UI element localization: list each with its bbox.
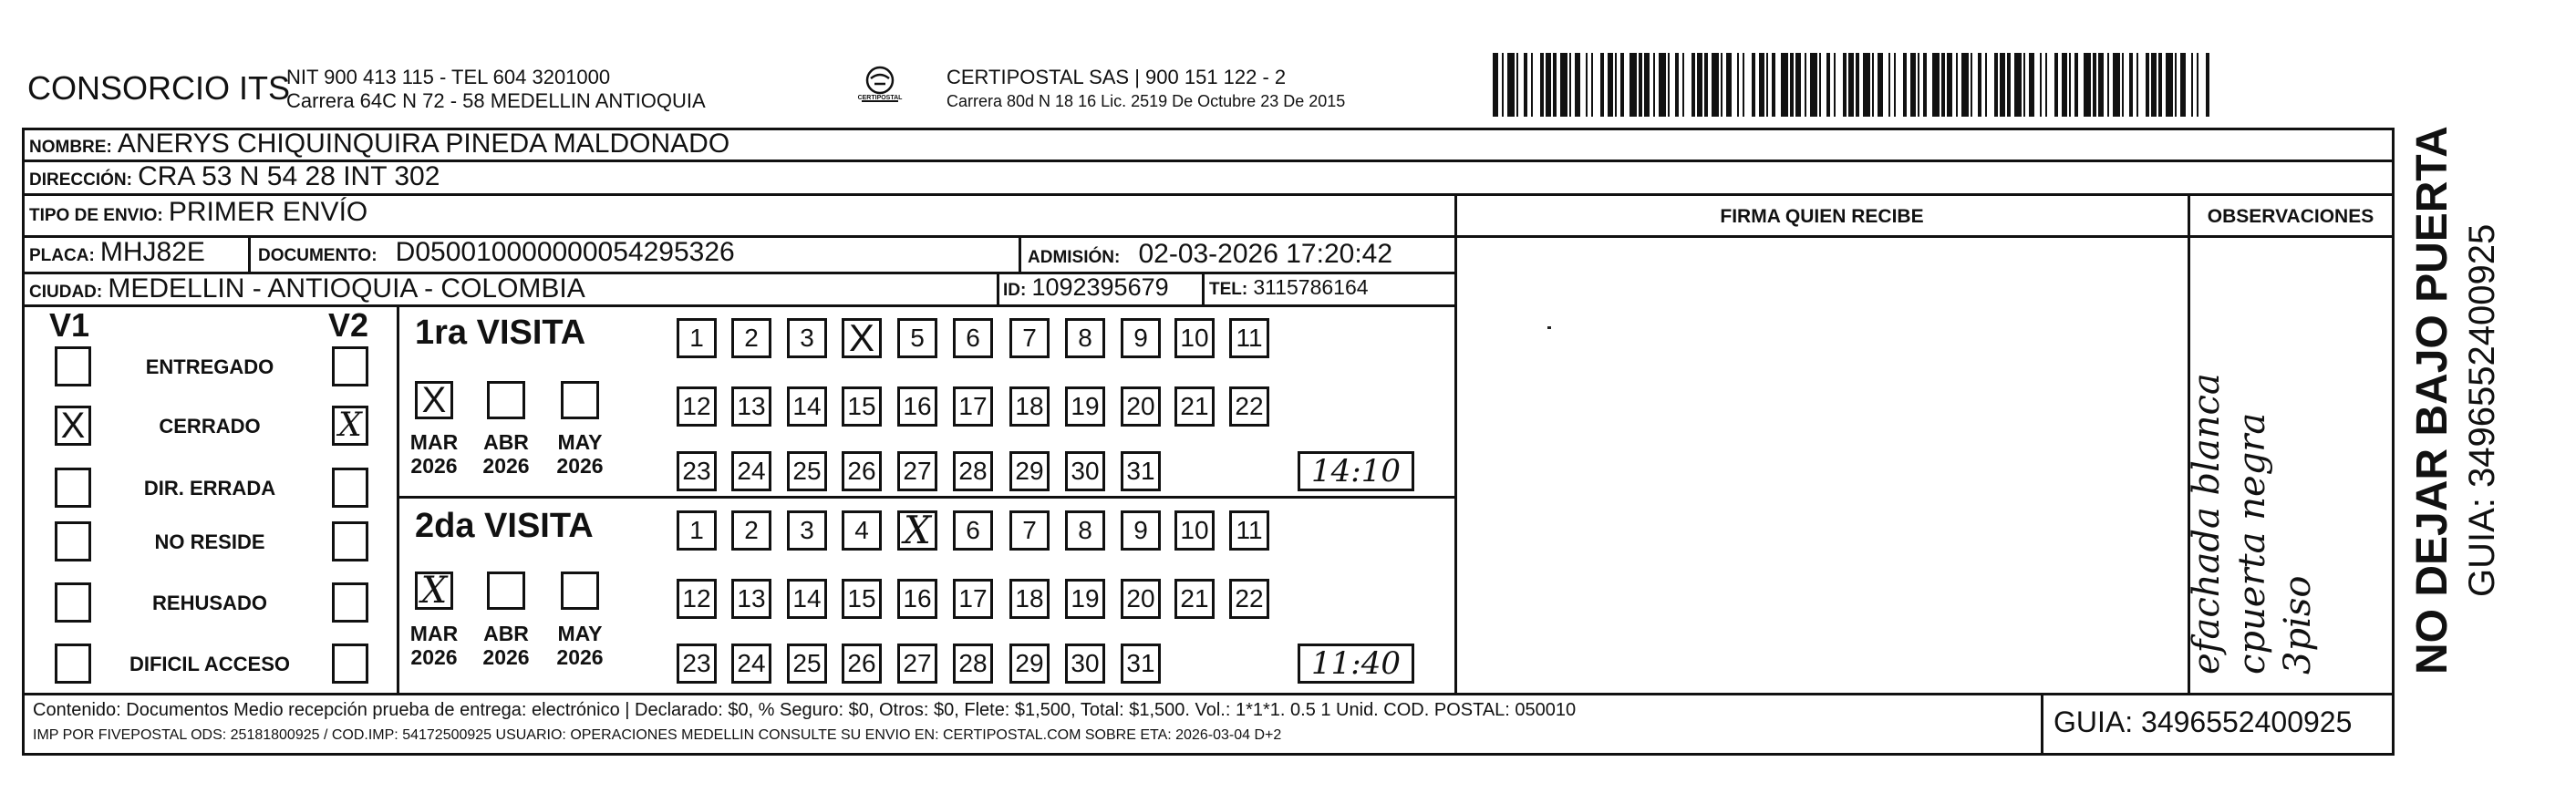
month-checkbox[interactable]: X bbox=[415, 572, 453, 610]
type-row bbox=[29, 197, 367, 228]
status-label: ENTREGADO bbox=[145, 355, 274, 378]
day-box[interactable]: 16 bbox=[897, 579, 937, 619]
document-cell bbox=[258, 237, 735, 268]
day-box[interactable]: 19 bbox=[1065, 386, 1105, 427]
day-box[interactable]: 11 bbox=[1229, 510, 1269, 551]
day-box[interactable]: 18 bbox=[1009, 386, 1050, 427]
v1-checkbox[interactable] bbox=[55, 521, 91, 561]
month-label: MAY 2026 bbox=[556, 430, 604, 479]
day-box[interactable]: 13 bbox=[731, 579, 771, 619]
v2-label: V2 bbox=[328, 306, 369, 344]
day-box[interactable]: 19 bbox=[1065, 579, 1105, 619]
tel-value: 3115786164 bbox=[1253, 275, 1369, 299]
day-box[interactable]: 24 bbox=[731, 451, 771, 491]
observation-line-1: efachada blanca bbox=[2186, 373, 2228, 675]
v2-checkbox[interactable] bbox=[332, 521, 368, 561]
day-box[interactable]: 14 bbox=[787, 579, 827, 619]
shipment-type: PRIMER ENVÍO bbox=[168, 197, 368, 227]
month-checkbox[interactable] bbox=[487, 381, 525, 419]
day-box[interactable]: 6 bbox=[953, 510, 993, 551]
observations-handwriting bbox=[2184, 237, 2357, 675]
day-box[interactable]: 27 bbox=[897, 644, 937, 684]
day-box[interactable]: 17 bbox=[953, 386, 993, 427]
day-box[interactable]: 31 bbox=[1121, 644, 1161, 684]
day-box[interactable]: 14 bbox=[787, 386, 827, 427]
footer-guia: GUIA: 3496552400925 bbox=[2054, 705, 2353, 738]
day-box[interactable]: 21 bbox=[1174, 579, 1215, 619]
day-box[interactable]: 3 bbox=[787, 318, 827, 358]
day-box[interactable]: 21 bbox=[1174, 386, 1215, 427]
signature-mark bbox=[1547, 326, 1551, 329]
tel-cell bbox=[1209, 275, 1369, 300]
admission-cell bbox=[1028, 239, 1392, 270]
first-visit-title: 1ra VISITA bbox=[415, 314, 586, 352]
day-box[interactable]: 20 bbox=[1121, 386, 1161, 427]
month-checkbox[interactable] bbox=[561, 572, 599, 610]
month-label: MAR 2026 bbox=[409, 430, 459, 479]
company-nit: NIT 900 413 115 - TEL 604 3201000 bbox=[286, 66, 611, 88]
day-box[interactable]: 28 bbox=[953, 451, 993, 491]
day-box[interactable]: 8 bbox=[1065, 510, 1105, 551]
address-row bbox=[29, 161, 440, 192]
day-box[interactable]: 12 bbox=[677, 579, 717, 619]
day-box[interactable]: 26 bbox=[842, 644, 882, 684]
v1-checkbox[interactable] bbox=[55, 346, 91, 386]
day-box[interactable]: 5 bbox=[897, 318, 937, 358]
day-box[interactable]: 31 bbox=[1121, 451, 1161, 491]
month-label: MAR 2026 bbox=[409, 622, 459, 670]
v2-checkbox[interactable] bbox=[332, 644, 368, 684]
plate-cell bbox=[29, 237, 205, 268]
day-box[interactable]: 1 bbox=[677, 318, 717, 358]
v2-checkbox[interactable] bbox=[332, 468, 368, 508]
recipient-name: ANERYS CHIQUINQUIRA PINEDA MALDONADO bbox=[117, 129, 730, 159]
day-box[interactable]: 2 bbox=[731, 510, 771, 551]
plate-value: MHJ82E bbox=[99, 237, 205, 267]
id-value: 1092395679 bbox=[1031, 273, 1169, 301]
day-box[interactable]: 15 bbox=[842, 386, 882, 427]
side-guia: GUIA: 3496552400925 bbox=[2462, 223, 2502, 597]
observation-line-2: cpuerta negra bbox=[2231, 412, 2273, 675]
month-label: ABR 2026 bbox=[482, 622, 530, 670]
signature-area[interactable] bbox=[1457, 238, 2187, 692]
v1-checkbox[interactable] bbox=[55, 582, 91, 623]
day-box[interactable]: 8 bbox=[1065, 318, 1105, 358]
day-box[interactable]: 29 bbox=[1009, 644, 1050, 684]
side-warning: NO DEJAR BAJO PUERTA bbox=[2408, 126, 2457, 675]
tel-label: TEL: bbox=[1209, 280, 1248, 299]
day-box[interactable]: X bbox=[842, 318, 882, 358]
day-box[interactable]: 10 bbox=[1174, 510, 1215, 551]
certipostal-logo bbox=[853, 62, 907, 113]
day-box[interactable]: 22 bbox=[1229, 579, 1269, 619]
day-box[interactable]: 27 bbox=[897, 451, 937, 491]
name-row bbox=[29, 129, 729, 160]
day-box[interactable]: 25 bbox=[787, 451, 827, 491]
month-checkbox[interactable]: X bbox=[415, 381, 453, 419]
day-box[interactable]: X bbox=[897, 510, 937, 551]
day-box[interactable]: 20 bbox=[1121, 579, 1161, 619]
v1-checkbox[interactable]: X bbox=[55, 406, 91, 446]
document-label: DOCUMENTO: bbox=[258, 246, 378, 265]
time-box[interactable]: 11:40 bbox=[1298, 644, 1414, 684]
v2-checkbox[interactable]: X bbox=[332, 406, 368, 446]
day-box[interactable]: 1 bbox=[677, 510, 717, 551]
day-box[interactable]: 9 bbox=[1121, 318, 1161, 358]
courier-address: Carrera 80d N 18 16 Lic. 2519 De Octubre 23 De 2015 bbox=[947, 92, 1346, 110]
day-box[interactable]: 26 bbox=[842, 451, 882, 491]
courier-name: CERTIPOSTAL SAS | 900 151 122 - 2 bbox=[947, 66, 1287, 88]
month-checkbox[interactable] bbox=[487, 572, 525, 610]
day-box[interactable]: 23 bbox=[677, 644, 717, 684]
signature-header: FIRMA QUIEN RECIBE bbox=[1720, 206, 1924, 227]
id-label: ID: bbox=[1003, 281, 1027, 300]
id-cell bbox=[1003, 273, 1169, 302]
day-box[interactable]: 7 bbox=[1009, 318, 1050, 358]
day-box[interactable]: 24 bbox=[731, 644, 771, 684]
logo-text: CERTIPOSTAL bbox=[857, 95, 903, 101]
barcode bbox=[1493, 53, 2213, 118]
day-box[interactable]: 17 bbox=[953, 579, 993, 619]
day-box[interactable]: 6 bbox=[953, 318, 993, 358]
plate-label: PLACA: bbox=[29, 246, 95, 265]
second-visit-title: 2da VISITA bbox=[415, 507, 594, 545]
status-label: NO RESIDE bbox=[154, 530, 265, 553]
day-box[interactable]: 3 bbox=[787, 510, 827, 551]
status-label: DIFICIL ACCESO bbox=[129, 653, 290, 675]
day-box[interactable]: 22 bbox=[1229, 386, 1269, 427]
day-box[interactable]: 23 bbox=[677, 451, 717, 491]
day-box[interactable]: 30 bbox=[1065, 451, 1105, 491]
month-checkbox[interactable] bbox=[561, 381, 599, 419]
month-label: ABR 2026 bbox=[482, 430, 530, 479]
observations-header: OBSERVACIONES bbox=[2207, 206, 2374, 227]
month-label: MAY 2026 bbox=[556, 622, 604, 670]
v2-checkbox[interactable] bbox=[332, 582, 368, 623]
company-address: Carrera 64C N 72 - 58 MEDELLIN ANTIOQUIA bbox=[286, 89, 706, 112]
day-box[interactable]: 28 bbox=[953, 644, 993, 684]
v1-checkbox[interactable] bbox=[55, 468, 91, 508]
day-box[interactable]: 10 bbox=[1174, 318, 1215, 358]
day-box[interactable]: 4 bbox=[842, 510, 882, 551]
day-box[interactable]: 13 bbox=[731, 386, 771, 427]
content-line: Contenido: Documentos Medio recepción prueba de entrega: electrónico | Declarado: $0, % Seguro: $0, Otros: $0, Flete: $1,500, Total: $1,500. Vol.: 1*1*1. 0.5 1 Unid. COD. POSTAL: 050010 bbox=[33, 700, 1577, 720]
status-label: CERRADO bbox=[159, 415, 261, 438]
company-name: CONSORCIO ITS bbox=[27, 69, 291, 107]
admission-value: 02-03-2026 17:20:42 bbox=[1138, 239, 1393, 269]
type-label: TIPO DE ENVIO: bbox=[29, 206, 163, 225]
status-label: DIR. ERRADA bbox=[143, 477, 276, 499]
imp-line: IMP POR FIVEPOSTAL ODS: 25181800925 / COD.IMP: 54172500925 USUARIO: OPERACIONES MEDELLIN CONSULTE SU ENVIO EN: CERTIPOSTAL.COM SOBRE ETA: 2026-03-04 D+2 bbox=[33, 727, 1282, 743]
day-box[interactable]: 9 bbox=[1121, 510, 1161, 551]
day-box[interactable]: 15 bbox=[842, 579, 882, 619]
admission-label: ADMISIÓN: bbox=[1028, 248, 1121, 267]
observation-line-3: 3piso bbox=[2277, 575, 2319, 675]
city-value: MEDELLIN - ANTIOQUIA - COLOMBIA bbox=[108, 273, 585, 304]
v1-checkbox[interactable] bbox=[55, 644, 91, 684]
status-label: REHUSADO bbox=[152, 592, 267, 614]
day-box[interactable]: 25 bbox=[787, 644, 827, 684]
day-box[interactable]: 7 bbox=[1009, 510, 1050, 551]
day-box[interactable]: 30 bbox=[1065, 644, 1105, 684]
document-value: D050010000000054295326 bbox=[395, 237, 735, 267]
city-cell bbox=[29, 273, 585, 304]
day-box[interactable]: 2 bbox=[731, 318, 771, 358]
address-label: DIRECCIÓN: bbox=[29, 170, 132, 190]
day-box[interactable]: 11 bbox=[1229, 318, 1269, 358]
recipient-address: CRA 53 N 54 28 INT 302 bbox=[138, 161, 440, 191]
day-box[interactable]: 18 bbox=[1009, 579, 1050, 619]
day-box[interactable]: 16 bbox=[897, 386, 937, 427]
v2-checkbox[interactable] bbox=[332, 346, 368, 386]
time-box[interactable]: 14:10 bbox=[1298, 451, 1414, 491]
day-box[interactable]: 29 bbox=[1009, 451, 1050, 491]
v1-label: V1 bbox=[49, 306, 90, 344]
name-label: NOMBRE: bbox=[29, 138, 112, 157]
city-label: CIUDAD: bbox=[29, 283, 103, 302]
day-box[interactable]: 12 bbox=[677, 386, 717, 427]
